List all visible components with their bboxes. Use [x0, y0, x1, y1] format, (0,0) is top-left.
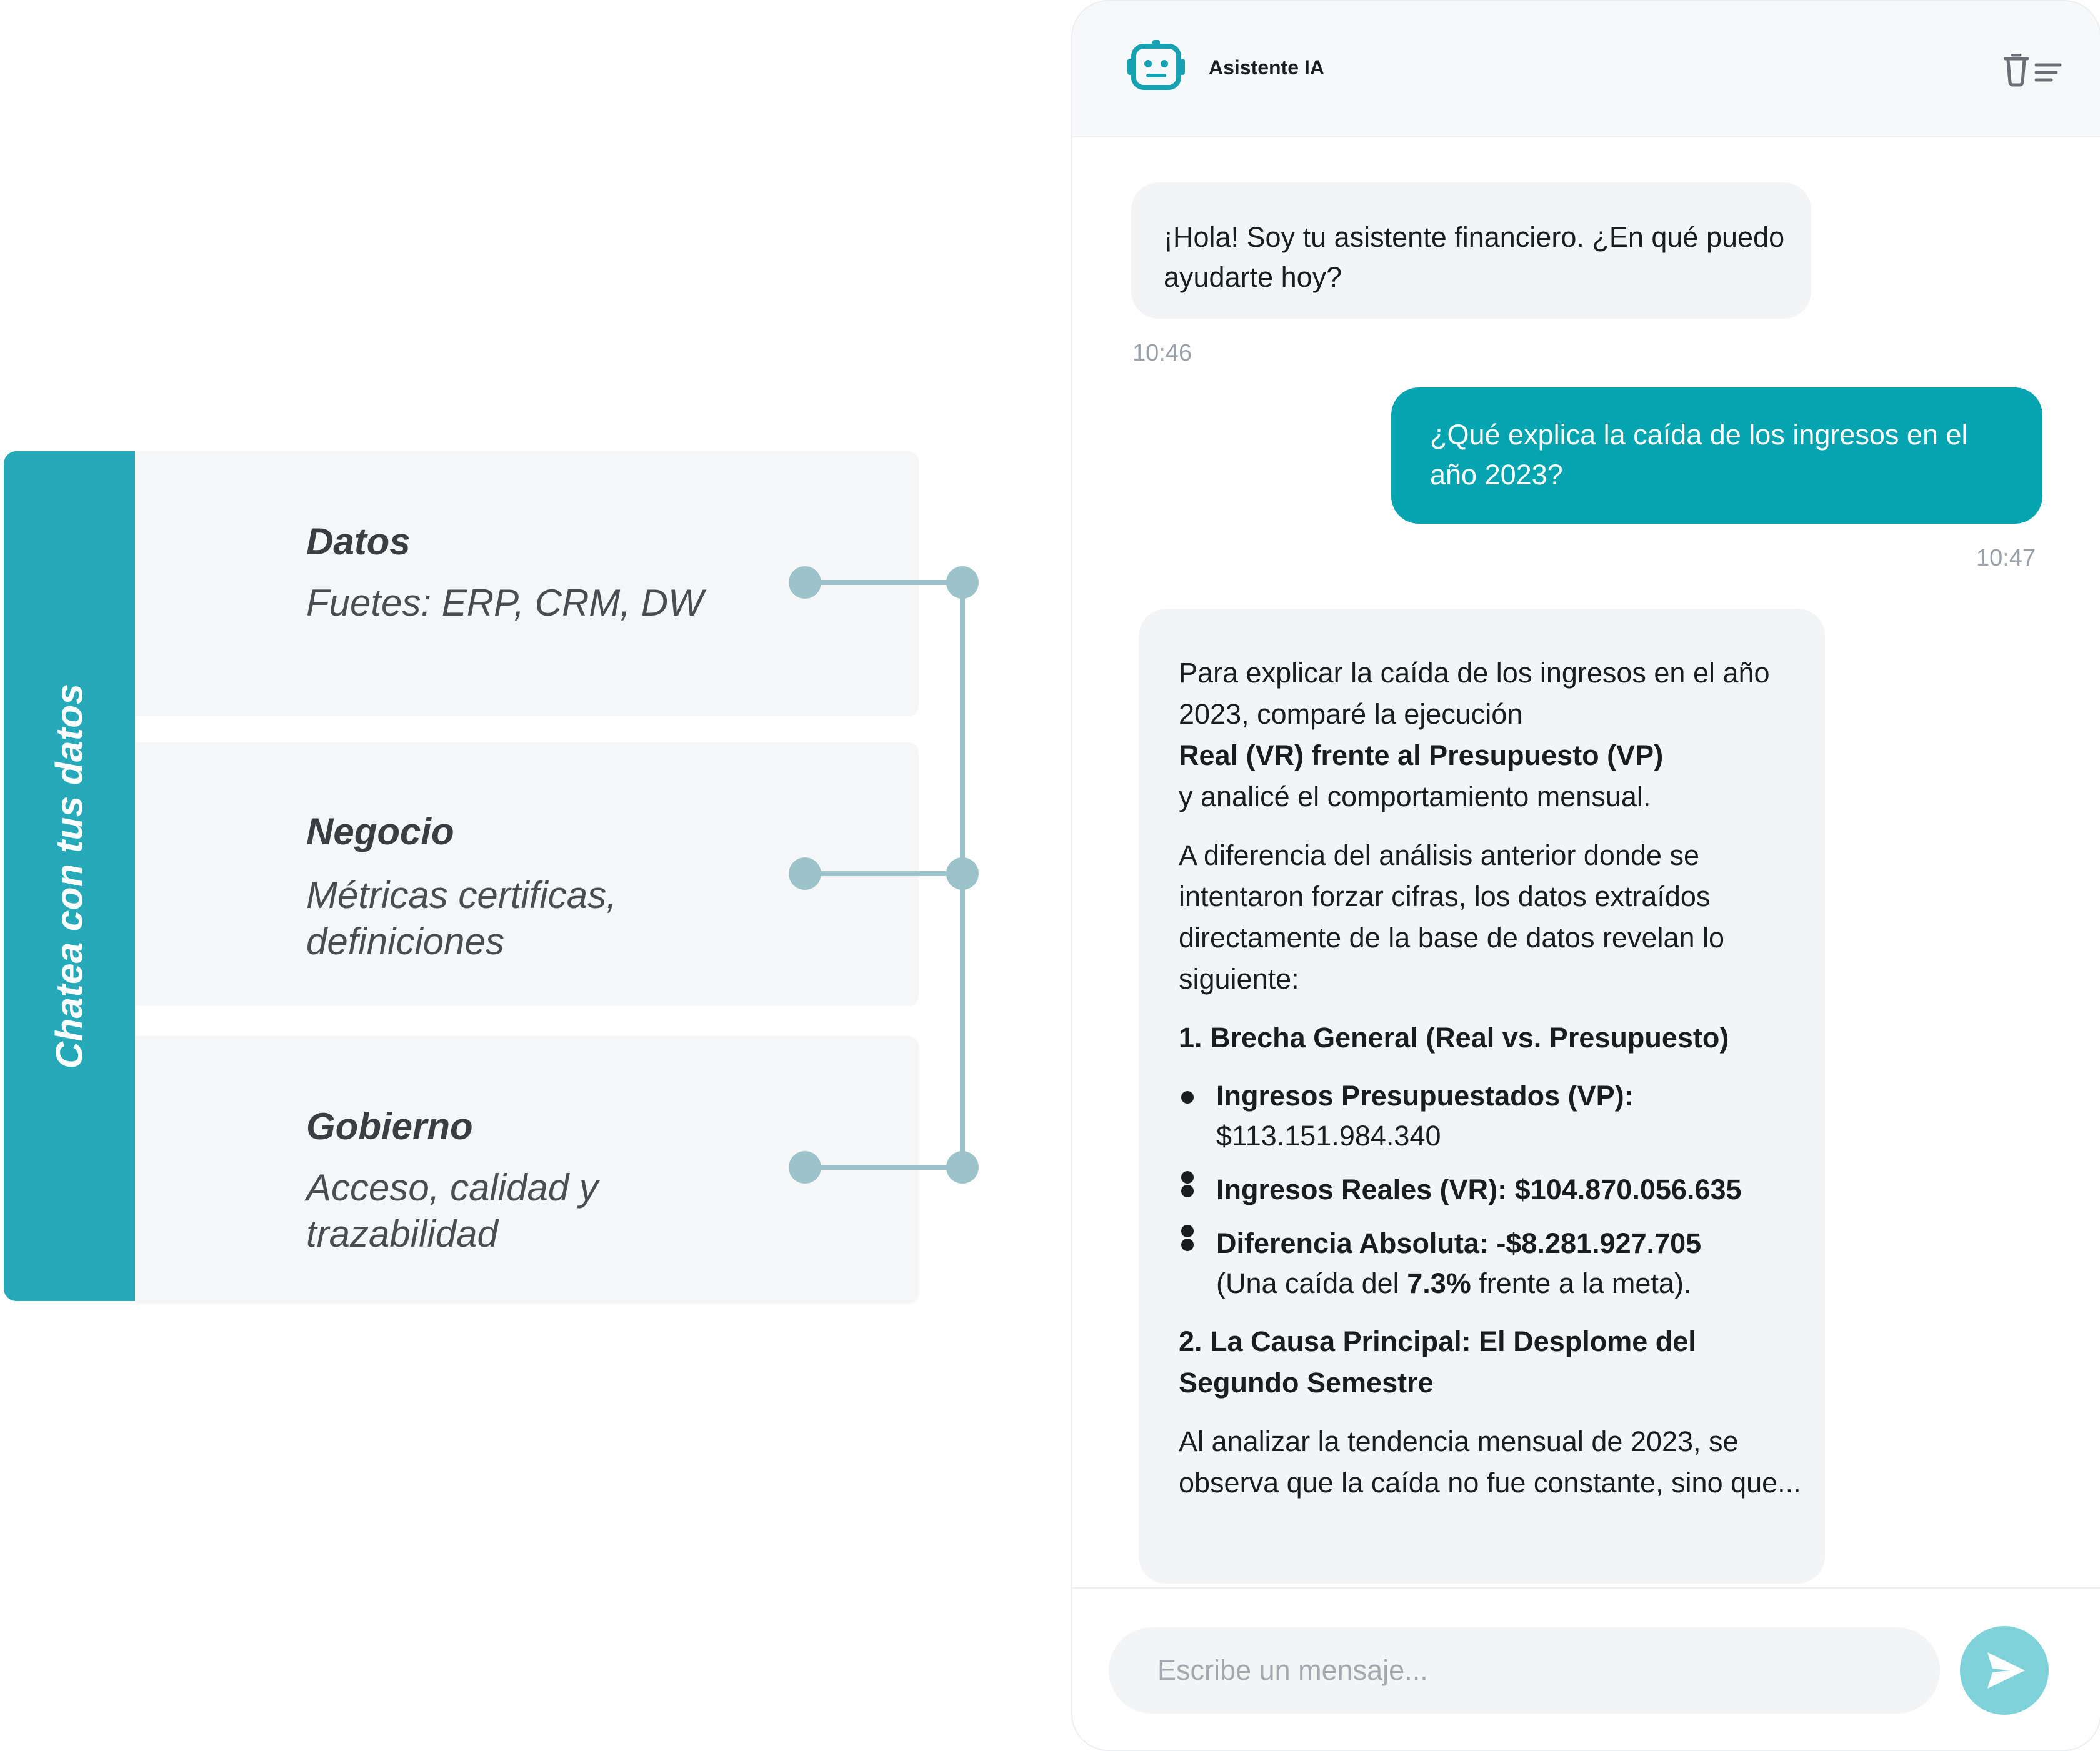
intro-text: y analicé el comportamiento mensual. — [1179, 781, 1651, 812]
message-paragraph: A diferencia del análisis anterior donde se intentaron forzar cifras, los datos extraídos directamente de la base de datos revelan lo siguiente: — [1179, 839, 1725, 995]
list-item: Ingresos Presupuestados (VP): $113.151.984.340 — [1179, 1076, 1810, 1156]
card-description: Métricas certificas, definiciones — [306, 874, 617, 962]
chat-title: Asistente IA — [1209, 56, 1324, 79]
send-button[interactable] — [1960, 1626, 2049, 1715]
assistant-message — [1139, 609, 1825, 1584]
list-spacer — [1179, 1210, 1810, 1224]
user-message — [1391, 387, 2042, 524]
chat-header — [1072, 1, 2100, 137]
message-time: 10:47 — [1976, 545, 2036, 571]
send-icon — [1960, 1626, 2049, 1715]
intro-bold-text: Real (VR) frente al Presupuesto (VP) — [1179, 739, 1664, 771]
section-heading: 1. Brecha General (Real vs. Presupuesto) — [1179, 1022, 1729, 1054]
connector-node — [946, 1151, 979, 1184]
message-paragraph: Al analizar la tendencia mensual de 2023, se observa que la caída no fue constante, sino que... — [1179, 1425, 1801, 1499]
connector-node — [789, 857, 821, 890]
bullet-list — [1179, 1076, 1810, 1304]
list-item: Diferencia Absoluta: -$8.281.927.705 (Una caída del 7.3% frente a la meta). — [1179, 1224, 1810, 1304]
message-text: ¡Hola! Soy tu asistente financiero. ¿En qué puedo ayudarte hoy? — [1164, 221, 1785, 293]
trash-menu-icon[interactable] — [2004, 54, 2064, 87]
intro-text: Para explicar la caída de los ingresos en el año 2023, comparé la ejecución — [1179, 657, 1770, 730]
chat-footer — [1072, 1587, 2100, 1751]
list-item: Ingresos Reales (VR): $104.870.056.635 — [1179, 1170, 1810, 1210]
connector-node — [789, 1151, 821, 1184]
message-time: 10:46 — [1132, 340, 1192, 366]
card-description: Fuetes: ERP, CRM, DW — [306, 582, 704, 624]
connector-node — [789, 566, 821, 599]
message-paragraph — [1179, 652, 1810, 817]
card-title: Gobierno — [306, 1105, 473, 1147]
card-title: Negocio — [306, 811, 454, 852]
card-title: Datos — [306, 521, 411, 562]
connector-node — [946, 566, 979, 599]
side-panel-title: Chatea con tus datos — [48, 683, 91, 1069]
card-description: Acceso, calidad y trazabilidad — [306, 1167, 598, 1255]
assistant-message — [1131, 182, 1811, 319]
section-heading: 2. La Causa Principal: El Desplome del Segundo Semestre — [1179, 1325, 1696, 1399]
connector-node — [946, 857, 979, 890]
connector-diagram — [0, 0, 1000, 1187]
message-text: ¿Qué explica la caída de los ingresos en el año 2023? — [1430, 419, 1968, 491]
message-input[interactable] — [1109, 1627, 1940, 1714]
chat-window — [1071, 0, 2100, 1751]
robot-icon — [1128, 40, 1185, 92]
list-spacer — [1179, 1156, 1810, 1170]
